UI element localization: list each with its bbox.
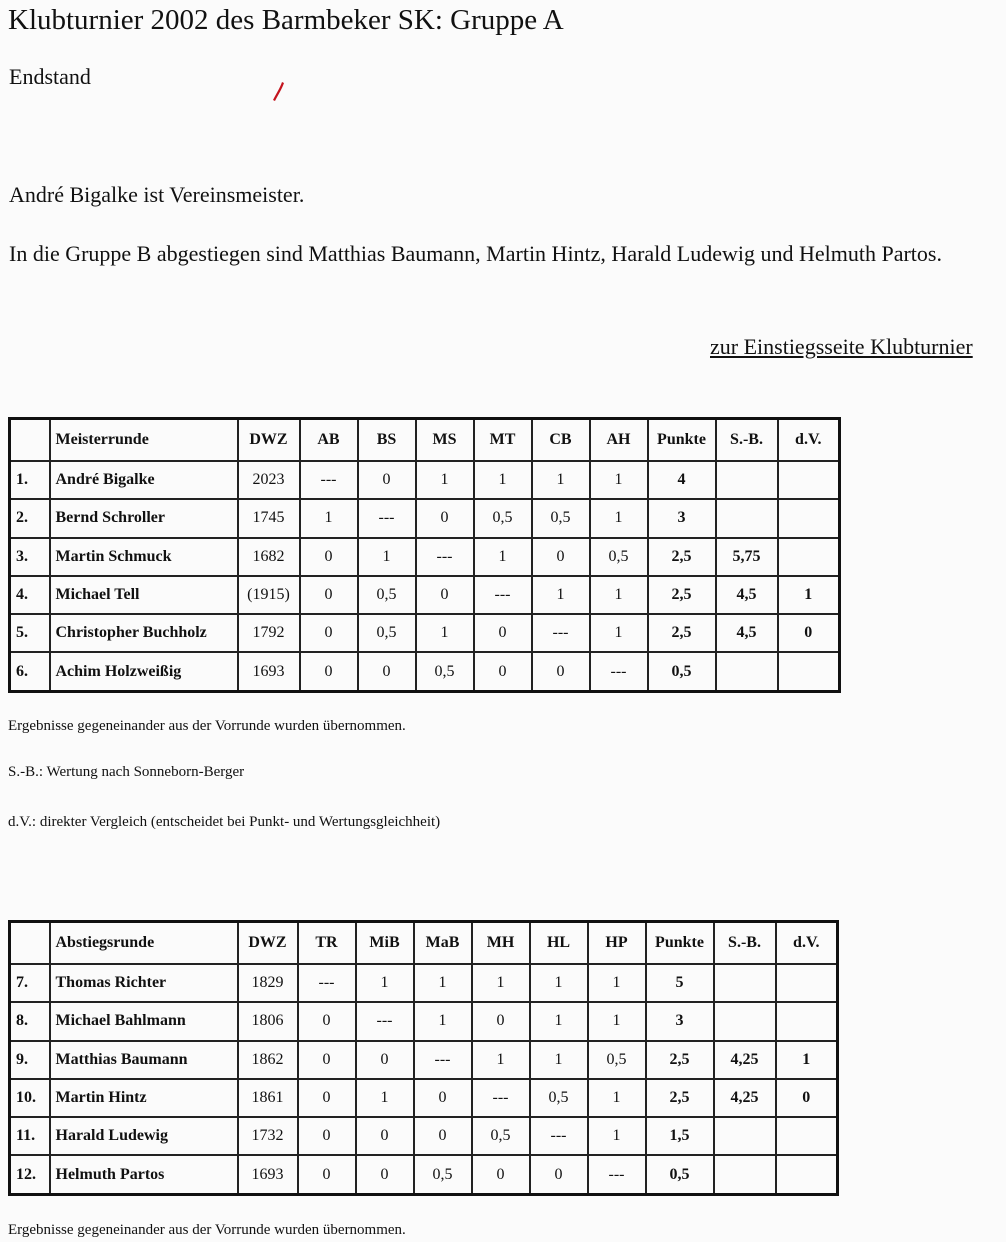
result-cell: 0,5 [530, 1079, 588, 1117]
result-cell: 1 [356, 964, 414, 1002]
dv-cell [778, 461, 840, 499]
sb-cell: 4,25 [714, 1041, 776, 1079]
note-previous-results-2: Ergebnisse gegeneinander aus der Vorrunde wurden übernommen. [8, 1222, 406, 1238]
result-cell: 0,5 [358, 614, 416, 652]
points-cell: 2,5 [646, 1079, 714, 1117]
table-header-row [10, 922, 838, 965]
result-cell: 0,5 [416, 652, 474, 691]
dwz-cell: 1682 [238, 538, 300, 576]
table-row [10, 499, 840, 537]
column-header [10, 922, 50, 965]
column-header: BS [358, 419, 416, 462]
result-cell: 0,5 [588, 1041, 646, 1079]
result-cell: 0 [356, 1041, 414, 1079]
column-header: MiB [356, 922, 414, 965]
player-name: Michael Tell [50, 576, 238, 614]
column-header: TR [298, 922, 356, 965]
dwz-cell: 1829 [238, 964, 298, 1002]
points-cell: 0,5 [646, 1155, 714, 1194]
result-cell: 1 [532, 576, 590, 614]
abstiegsrunde-table [8, 920, 839, 1196]
points-cell: 2,5 [648, 538, 716, 576]
dv-cell: 0 [776, 1079, 838, 1117]
column-header: AH [590, 419, 648, 462]
table-row [10, 538, 840, 576]
column-header: MT [474, 419, 532, 462]
dv-cell [776, 1117, 838, 1155]
result-cell: 1 [590, 499, 648, 537]
points-cell: 1,5 [646, 1117, 714, 1155]
result-cell: 0 [298, 1079, 356, 1117]
column-header: CB [532, 419, 590, 462]
column-header: AB [300, 419, 358, 462]
result-cell: 1 [590, 576, 648, 614]
rank-cell: 10. [10, 1079, 50, 1117]
result-cell: 1 [356, 1079, 414, 1117]
result-cell: 0 [414, 1079, 472, 1117]
rank-cell: 7. [10, 964, 50, 1002]
dwz-cell: 1745 [238, 499, 300, 537]
player-name: Martin Schmuck [50, 538, 238, 576]
result-cell: --- [414, 1041, 472, 1079]
result-cell: 1 [358, 538, 416, 576]
sb-cell [714, 1117, 776, 1155]
table-row [10, 1117, 838, 1155]
dv-cell [776, 1155, 838, 1194]
result-cell: 0,5 [414, 1155, 472, 1194]
result-cell: 0 [532, 652, 590, 691]
result-cell: 1 [590, 461, 648, 499]
points-cell: 0,5 [648, 652, 716, 691]
result-cell: 1 [588, 1002, 646, 1040]
column-header: Punkte [648, 419, 716, 462]
player-name: Harald Ludewig [50, 1117, 238, 1155]
result-cell: 0 [532, 538, 590, 576]
result-cell: 1 [588, 1117, 646, 1155]
dv-cell: 0 [778, 614, 840, 652]
dwz-cell: 1861 [238, 1079, 298, 1117]
result-cell: 1 [416, 461, 474, 499]
entry-page-link[interactable]: zur Einstiegsseite Klubturnier [710, 334, 973, 359]
result-cell: 1 [530, 1041, 588, 1079]
result-cell: --- [532, 614, 590, 652]
result-cell: 0 [298, 1155, 356, 1194]
result-cell: 1 [588, 1079, 646, 1117]
column-header: DWZ [238, 419, 300, 462]
points-cell: 5 [646, 964, 714, 1002]
dv-cell [778, 499, 840, 537]
result-cell: 0,5 [472, 1117, 530, 1155]
result-cell: 0 [298, 1117, 356, 1155]
sb-cell: 4,5 [716, 614, 778, 652]
note-direct-comparison: d.V.: direkter Vergleich (entscheidet bei Punkt- und Wertungsgleichheit) [8, 814, 441, 830]
result-cell: 1 [472, 964, 530, 1002]
sb-cell [716, 652, 778, 691]
result-cell: 1 [414, 1002, 472, 1040]
sb-cell [714, 1155, 776, 1194]
result-cell: 0 [472, 1002, 530, 1040]
points-cell: 2,5 [648, 576, 716, 614]
rank-cell: 5. [10, 614, 50, 652]
player-name: Helmuth Partos [50, 1155, 238, 1194]
result-cell: 0 [356, 1117, 414, 1155]
result-cell: 0 [472, 1155, 530, 1194]
table-row [10, 576, 840, 614]
table-row [10, 964, 838, 1002]
dwz-cell: (1915) [238, 576, 300, 614]
result-cell: 1 [532, 461, 590, 499]
result-cell: 1 [474, 538, 532, 576]
rank-cell: 6. [10, 652, 50, 691]
rank-cell: 2. [10, 499, 50, 537]
result-cell: 0 [300, 538, 358, 576]
points-cell: 3 [646, 1002, 714, 1040]
relegated-text: In die Gruppe B abgestiegen sind Matthias Baumann, Martin Hintz, Harald Ludewig und Helmuth Partos. [9, 241, 942, 266]
dwz-cell: 1792 [238, 614, 300, 652]
dwz-cell: 1732 [238, 1117, 298, 1155]
dwz-cell: 1806 [238, 1002, 298, 1040]
column-header: S.-B. [714, 922, 776, 965]
result-cell: --- [358, 499, 416, 537]
result-cell: 0 [356, 1155, 414, 1194]
result-cell: --- [472, 1079, 530, 1117]
table-row [10, 652, 840, 691]
rank-cell: 8. [10, 1002, 50, 1040]
result-cell: 0,5 [358, 576, 416, 614]
rank-cell: 1. [10, 461, 50, 499]
dv-cell [776, 1002, 838, 1040]
column-header: S.-B. [716, 419, 778, 462]
rank-cell: 4. [10, 576, 50, 614]
rank-cell: 12. [10, 1155, 50, 1194]
dwz-cell: 1693 [238, 1155, 298, 1194]
column-header: MH [472, 922, 530, 965]
rank-cell: 9. [10, 1041, 50, 1079]
player-name: Matthias Baumann [50, 1041, 238, 1079]
column-header: HP [588, 922, 646, 965]
sb-cell [716, 499, 778, 537]
table-row [10, 1002, 838, 1040]
result-cell: --- [416, 538, 474, 576]
result-cell: 1 [588, 964, 646, 1002]
points-cell: 2,5 [646, 1041, 714, 1079]
note-sonneborn-berger: S.-B.: Wertung nach Sonneborn-Berger [8, 764, 245, 780]
sb-cell [714, 964, 776, 1002]
result-cell: 0 [416, 499, 474, 537]
dv-cell: 1 [776, 1041, 838, 1079]
table-header-row [10, 419, 840, 462]
column-header [10, 419, 50, 462]
result-cell: --- [588, 1155, 646, 1194]
points-cell: 3 [648, 499, 716, 537]
table-row [10, 614, 840, 652]
result-cell: --- [474, 576, 532, 614]
points-cell: 4 [648, 461, 716, 499]
table-row [10, 1079, 838, 1117]
note-previous-results: Ergebnisse gegeneinander aus der Vorrunde wurden übernommen. [8, 718, 406, 734]
result-cell: 0 [530, 1155, 588, 1194]
result-cell: 1 [300, 499, 358, 537]
sb-cell [716, 461, 778, 499]
result-cell: 0,5 [590, 538, 648, 576]
sb-cell: 4,5 [716, 576, 778, 614]
red-pen-mark [268, 80, 288, 104]
result-cell: 0,5 [474, 499, 532, 537]
round-name-header: Abstiegsrunde [50, 922, 238, 965]
result-cell: 0 [358, 461, 416, 499]
result-cell: 0 [358, 652, 416, 691]
round-name-header: Meisterrunde [50, 419, 238, 462]
result-cell: 1 [590, 614, 648, 652]
rank-cell: 3. [10, 538, 50, 576]
result-cell: --- [530, 1117, 588, 1155]
dwz-cell: 2023 [238, 461, 300, 499]
meisterrunde-table [8, 417, 841, 693]
points-cell: 2,5 [648, 614, 716, 652]
page-subtitle: Endstand [9, 64, 91, 89]
result-cell: --- [300, 461, 358, 499]
player-name: Bernd Schroller [50, 499, 238, 537]
result-cell: --- [356, 1002, 414, 1040]
dv-cell [776, 964, 838, 1002]
dwz-cell: 1862 [238, 1041, 298, 1079]
player-name: André Bigalke [50, 461, 238, 499]
table-row [10, 1155, 838, 1194]
player-name: Achim Holzweißig [50, 652, 238, 691]
result-cell: --- [298, 964, 356, 1002]
table-row [10, 461, 840, 499]
column-header: Punkte [646, 922, 714, 965]
dv-cell [778, 652, 840, 691]
result-cell: 0,5 [532, 499, 590, 537]
result-cell: 0 [414, 1117, 472, 1155]
dv-cell: 1 [778, 576, 840, 614]
result-cell: 1 [530, 1002, 588, 1040]
sb-cell [714, 1002, 776, 1040]
result-cell: 1 [414, 964, 472, 1002]
result-cell: 1 [416, 614, 474, 652]
player-name: Michael Bahlmann [50, 1002, 238, 1040]
dwz-cell: 1693 [238, 652, 300, 691]
column-header: d.V. [778, 419, 840, 462]
result-cell: 0 [416, 576, 474, 614]
result-cell: 0 [474, 614, 532, 652]
column-header: d.V. [776, 922, 838, 965]
column-header: HL [530, 922, 588, 965]
result-cell: --- [590, 652, 648, 691]
rank-cell: 11. [10, 1117, 50, 1155]
result-cell: 1 [474, 461, 532, 499]
sb-cell: 4,25 [714, 1079, 776, 1117]
dv-cell [778, 538, 840, 576]
page-title: Klubturnier 2002 des Barmbeker SK: Gruppe A [8, 4, 564, 36]
result-cell: 0 [298, 1041, 356, 1079]
result-cell: 1 [472, 1041, 530, 1079]
result-cell: 0 [300, 576, 358, 614]
player-name: Christopher Buchholz [50, 614, 238, 652]
result-cell: 0 [300, 652, 358, 691]
result-cell: 0 [474, 652, 532, 691]
player-name: Thomas Richter [50, 964, 238, 1002]
table-row [10, 1041, 838, 1079]
column-header: DWZ [238, 922, 298, 965]
column-header: MaB [414, 922, 472, 965]
result-cell: 1 [530, 964, 588, 1002]
sb-cell: 5,75 [716, 538, 778, 576]
champion-text: André Bigalke ist Vereinsmeister. [9, 182, 305, 207]
column-header: MS [416, 419, 474, 462]
player-name: Martin Hintz [50, 1079, 238, 1117]
result-cell: 0 [298, 1002, 356, 1040]
result-cell: 0 [300, 614, 358, 652]
